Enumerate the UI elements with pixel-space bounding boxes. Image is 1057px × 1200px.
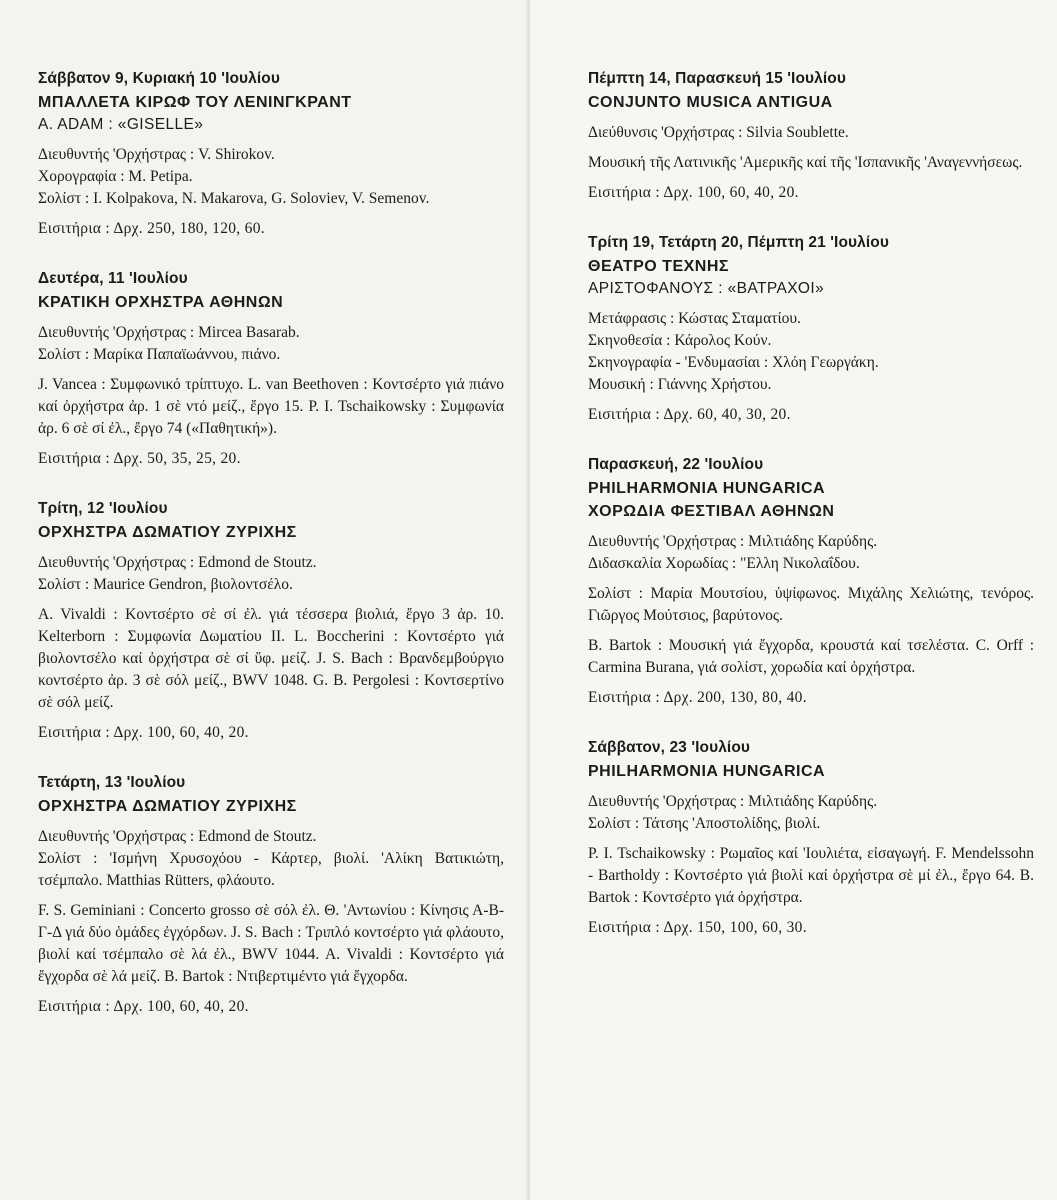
event-date: Σάββατον, 23 'Ιουλίου (588, 739, 751, 756)
credit-sets-costumes: Σκηνογραφία - 'Ενδυμασίαι : Χλόη Γεωργάκη. (588, 354, 879, 371)
event-soloists: Σολίστ : Μαρία Μουτσίου, ὑψίφωνος. Μιχάλης Χελιώτης, τενόρος. Γιῶργος Μούτσιος, βαρύτονος. (588, 585, 1034, 624)
event-conjunto-musica-antigua (588, 70, 1034, 204)
event-tickets: Εισιτήρια : Δρχ. 100, 60, 40, 20. (588, 184, 799, 201)
event-date: Παρασκευή, 22 'Ιουλίου (588, 456, 764, 473)
credit-soloists: Σολίστ : 'Ισμήνη Χρυσοχόου - Κάρτερ, βιολί. 'Αλίκη Βατικιώτη, τσέμπαλο. Matthias Rütters, φλάουτο. (38, 850, 504, 889)
credit-conductor: Διευθυντής 'Ορχήστρας : Edmond de Stoutz. (38, 828, 317, 845)
event-tickets: Εισιτήρια : Δρχ. 100, 60, 40, 20. (38, 724, 249, 741)
event-date: Τρίτη 19, Τετάρτη 20, Πέμπτη 21 'Ιουλίου (588, 234, 889, 251)
event-subtitle: A. ADAM : «GISELLE» (38, 116, 204, 133)
event-program: F. S. Geminiani : Concerto grosso σὲ σόλ ἐλ. Θ. 'Αντωνίου : Κίνησις Α-Β-Γ-Δ γιά δύο ὁμάδες ἐγχόρδων. J. S. Bach : Τριπλό κοντσέρτο γιά φλάουτο, βιολί καί τσέμπαλο σὲ λά ἐλ., BWV 1044. A. Vivaldi : Κοντσέρτο γιά ἔγχορδα σὲ λά μείζ. B. Bartok : Ντιβερτιμέντο γιά ἔγχορδα. (38, 902, 504, 985)
credit-conductor: Διευθυντής 'Ορχήστρας : V. Shirokov. (38, 146, 275, 163)
event-title: ΟΡΧΗΣΤΡΑ ΔΩΜΑΤΙΟΥ ΖΥΡΙΧΗΣ (38, 798, 297, 815)
event-title: PHILHARMONIA HUNGARICA (588, 480, 826, 497)
credit-conductor: Διευθυντής 'Ορχήστρας : Μιλτιάδης Καρύδης. (588, 793, 878, 810)
event-philharmonia-hungarica-chorus (588, 456, 1034, 709)
event-program: J. Vancea : Συμφωνικό τρίπτυχο. L. van Beethoven : Κοντσέρτο γιά πιάνο καί ὀρχήστρα ἀρ. 1 σὲ ντό μείζ., ἔργο 15. P. I. Tschaikowsky : Συμφωνία ἀρ. 6 σὲ σί ἐλ., ἔργο 74 («Παθητική»). (38, 376, 504, 437)
event-credits (38, 322, 504, 366)
event-tickets: Εισιτήρια : Δρχ. 60, 40, 30, 20. (588, 406, 791, 423)
event-title: ΚΡΑΤΙΚΗ ΟΡΧΗΣΤΡΑ ΑΘΗΝΩΝ (38, 294, 284, 311)
event-kirov-ballet (38, 70, 504, 240)
event-tickets: Εισιτήρια : Δρχ. 250, 180, 120, 60. (38, 220, 265, 237)
event-credits (588, 308, 1034, 396)
event-program: B. Bartok : Μουσική γιά ἔγχορδα, κρουστά καί τσελέστα. C. Orff : Carmina Burana, γιά σολίστ, χορωδία καί ὀρχήστρα. (588, 637, 1034, 676)
event-credits (38, 552, 504, 596)
credit-music: Μουσική : Γιάννης Χρήστου. (588, 376, 772, 393)
event-title: PHILHARMONIA HUNGARICA (588, 763, 826, 780)
left-column (38, 70, 504, 1048)
event-program: A. Vivaldi : Κοντσέρτο σὲ σί ἐλ. γιά τέσσερα βιολιά, ἔργο 3 ἀρ. 10. Kelterborn : Συμφωνία Δωματίου II. L. Boccherini : Κοντσέρτο γιά βιολοντσέλο καί ὀρχήστρα σὲ σί ὕφ. μείζ. J. S. Bach : Βρανδεμβούργιο κοντσέρτο ἀρ. 3 σὲ σόλ μείζ., BWV 1048. G. B. Pergolesi : Κοντσερτίνο σὲ σόλ μείζ. (38, 606, 504, 711)
event-program: Μουσική τῆς Λατινικῆς 'Αμερικῆς καί τῆς 'Ισπανικῆς 'Αναγεννήσεως. (588, 154, 1023, 171)
event-credits (588, 122, 1034, 144)
credit-conductor: Διευθυντής 'Ορχήστρας : Mircea Basarab. (38, 324, 300, 341)
event-tickets: Εισιτήρια : Δρχ. 200, 130, 80, 40. (588, 689, 807, 706)
event-credits (588, 531, 1034, 575)
credit-conductor: Διεύθυνσις 'Ορχήστρας : Silvia Soublette. (588, 124, 849, 141)
event-subtitle: ΑΡΙΣΤΟΦΑΝΟΥΣ : «ΒΑΤΡΑΧΟΙ» (588, 280, 825, 297)
credit-chorus-master: Διδασκαλία Χορωδίας : "Ελλη Νικολαΐδου. (588, 555, 860, 572)
event-tickets: Εισιτήρια : Δρχ. 150, 100, 60, 30. (588, 919, 807, 936)
credit-choreography: Χορογραφία : M. Petipa. (38, 168, 193, 185)
event-date: Τετάρτη, 13 'Ιουλίου (38, 774, 186, 791)
credit-conductor: Διευθυντής 'Ορχήστρας : Edmond de Stoutz. (38, 554, 317, 571)
event-date: Δευτέρα, 11 'Ιουλίου (38, 270, 188, 287)
event-philharmonia-hungarica (588, 739, 1034, 939)
credit-soloist: Σολίστ : Μαρίκα Παπαϊωάννου, πιάνο. (38, 346, 281, 363)
event-zurich-chamber-orchestra-1 (38, 500, 504, 744)
credit-translation: Μετάφρασις : Κώστας Σταματίου. (588, 310, 801, 327)
event-subtitle: ΧΟΡΩΔΙΑ ΦΕΣΤΙΒΑΛ ΑΘΗΝΩΝ (588, 503, 835, 520)
event-program: P. I. Tschaikowsky : Ρωμαῖος καί 'Ιουλιέτα, εἰσαγωγή. F. Mendelssohn - Bartholdy : Κοντσέρτο γιά βιολί καί ὀρχήστρα σὲ μί ἐλ., ἔργο 64. B. Bartok : Κοντσέρτο γιά ὀρχήστρα. (588, 845, 1034, 906)
event-title: CONJUNTO MUSICA ANTIGUA (588, 94, 833, 111)
event-date: Πέμπτη 14, Παρασκευή 15 'Ιουλίου (588, 70, 846, 87)
event-date: Τρίτη, 12 'Ιουλίου (38, 500, 168, 517)
credit-soloist: Σολίστ : Τάτσης 'Αποστολίδης, βιολί. (588, 815, 821, 832)
event-credits (38, 826, 504, 892)
credit-conductor: Διευθυντής 'Ορχήστρας : Μιλτιάδης Καρύδης. (588, 533, 878, 550)
event-credits (588, 791, 1034, 835)
event-tickets: Εισιτήρια : Δρχ. 50, 35, 25, 20. (38, 450, 241, 467)
event-athens-state-orchestra (38, 270, 504, 470)
event-date: Σάββατον 9, Κυριακή 10 'Ιουλίου (38, 70, 280, 87)
event-theatro-technis (588, 234, 1034, 426)
credit-direction: Σκηνοθεσία : Κάρολος Κούν. (588, 332, 772, 349)
event-credits (38, 144, 504, 210)
event-title: ΟΡΧΗΣΤΡΑ ΔΩΜΑΤΙΟΥ ΖΥΡΙΧΗΣ (38, 524, 297, 541)
credit-soloist: Σολίστ : Maurice Gendron, βιολοντσέλο. (38, 576, 293, 593)
right-column (588, 70, 1034, 969)
event-tickets: Εισιτήρια : Δρχ. 100, 60, 40, 20. (38, 998, 249, 1015)
right-page (530, 0, 1057, 1200)
credit-soloists: Σολίστ : I. Kolpakova, N. Makarova, G. Soloviev, V. Semenov. (38, 190, 430, 207)
event-zurich-chamber-orchestra-2 (38, 774, 504, 1018)
event-title: ΘΕΑΤΡΟ ΤΕΧΝΗΣ (588, 258, 730, 275)
event-title: ΜΠΑΛΛΕΤΑ ΚΙΡΩΦ ΤΟΥ ΛΕΝΙΝΓΚΡΑΝΤ (38, 94, 352, 111)
